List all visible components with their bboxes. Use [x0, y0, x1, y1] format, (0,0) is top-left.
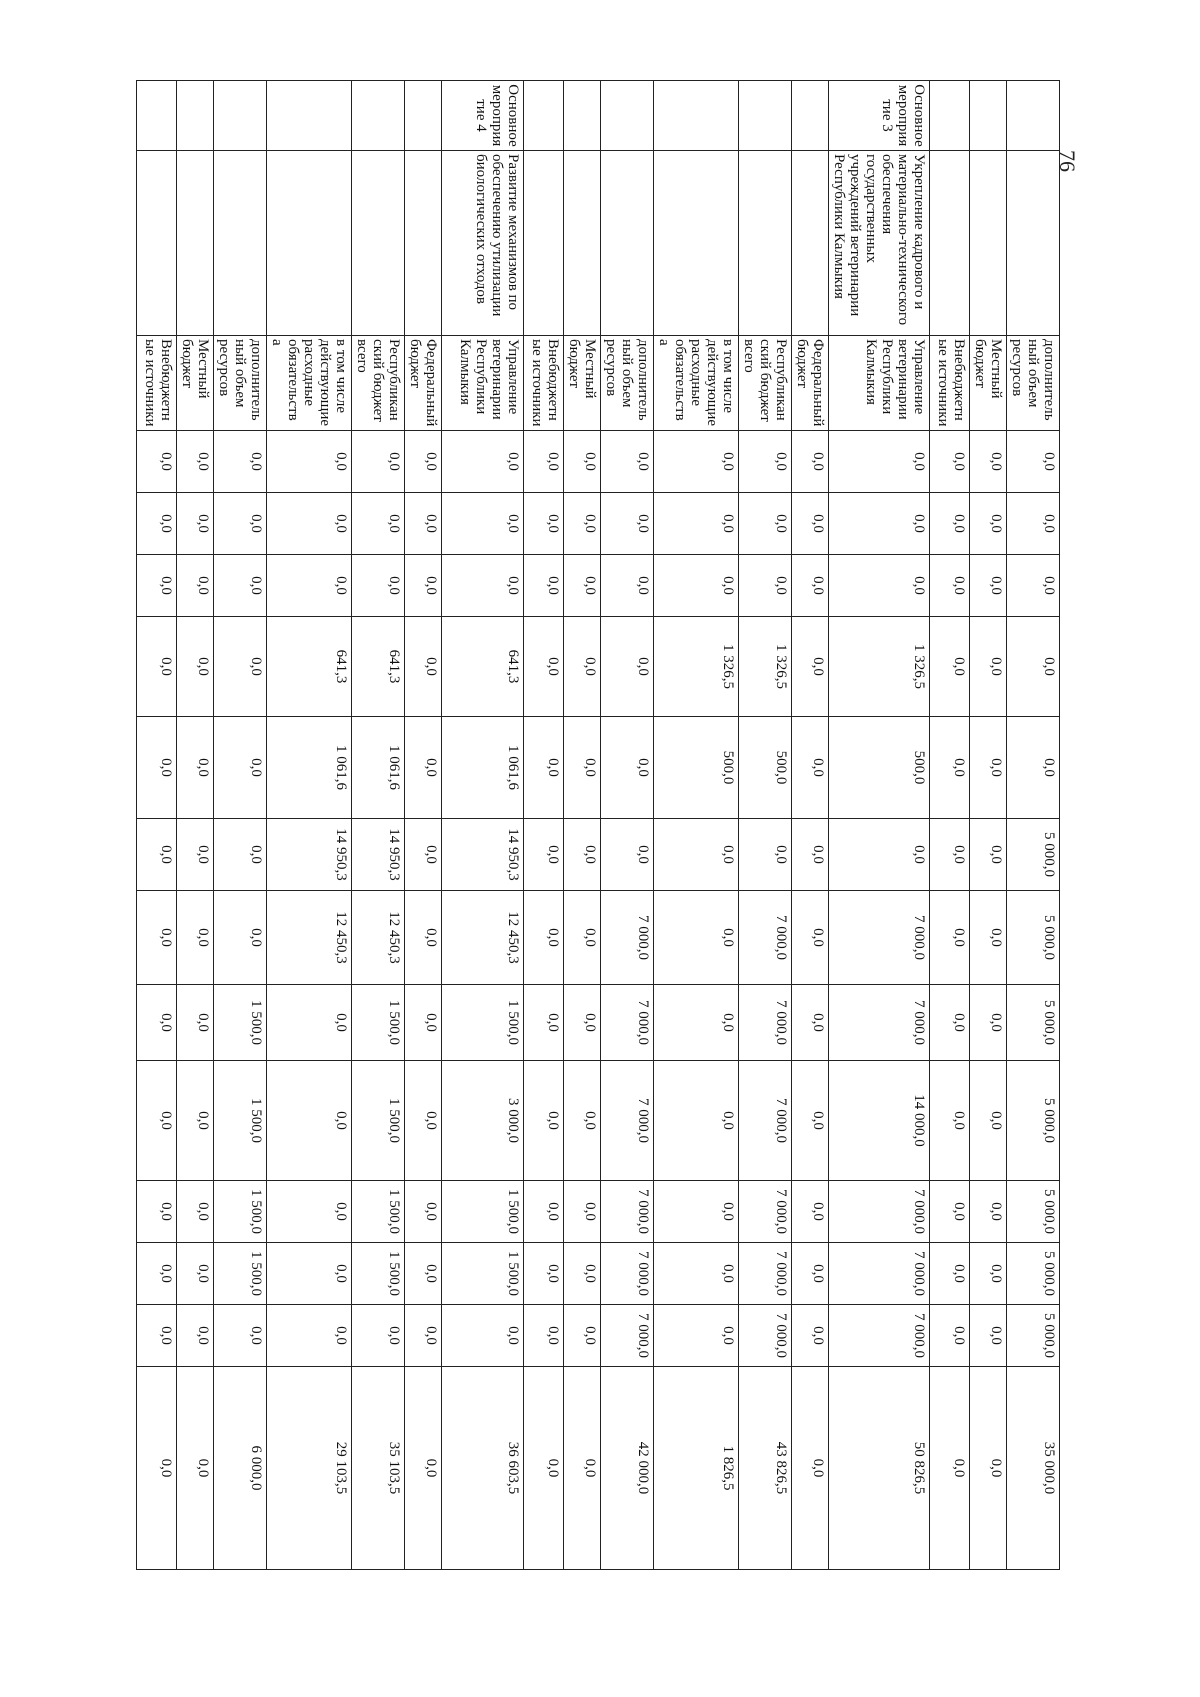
activity-number-cell [352, 81, 405, 151]
amount-cell: 0,0 [177, 1061, 214, 1181]
amount-cell: 0,0 [930, 1367, 970, 1570]
funding-source-cell: дополнительный объем ресурсов [1007, 336, 1060, 431]
amount-cell: 0,0 [792, 431, 829, 493]
activity-name-cell [267, 151, 352, 336]
financing-table [136, 80, 1060, 1570]
amount-cell: 0,0 [267, 1243, 352, 1305]
activity-name-cell: Укрепление кадрового и материально-технического обеспечения государственных учреждений ветеринарии Республики Калмыкия [829, 151, 930, 336]
amount-cell: 0,0 [970, 717, 1007, 819]
amount-cell: 0,0 [214, 891, 267, 985]
amount-cell: 1 500,0 [352, 1243, 405, 1305]
amount-cell: 0,0 [792, 985, 829, 1061]
amount-cell: 0,0 [564, 431, 601, 493]
activity-number-cell [970, 81, 1007, 151]
amount-cell: 0,0 [564, 1305, 601, 1367]
amount-cell: 43 826,5 [739, 1367, 792, 1570]
table-row [792, 81, 829, 1570]
table-row [970, 81, 1007, 1570]
amount-cell: 7 000,0 [829, 985, 930, 1061]
amount-cell: 0,0 [829, 493, 930, 555]
amount-cell: 0,0 [792, 1305, 829, 1367]
funding-source-cell: Федеральный бюджет [405, 336, 442, 431]
amount-cell: 7 000,0 [829, 1305, 930, 1367]
amount-cell: 0,0 [930, 819, 970, 891]
activity-number-cell [177, 81, 214, 151]
amount-cell: 0,0 [177, 1181, 214, 1243]
amount-cell: 0,0 [524, 717, 564, 819]
amount-cell: 0,0 [739, 493, 792, 555]
amount-cell: 0,0 [524, 1367, 564, 1570]
amount-cell: 0,0 [177, 891, 214, 985]
amount-cell: 0,0 [405, 431, 442, 493]
amount-cell: 0,0 [970, 617, 1007, 717]
amount-cell: 1 326,5 [654, 617, 739, 717]
amount-cell: 0,0 [137, 1243, 177, 1305]
activity-name-cell [970, 151, 1007, 336]
amount-cell: 7 000,0 [739, 1243, 792, 1305]
amount-cell: 1 500,0 [214, 1243, 267, 1305]
amount-cell: 0,0 [654, 819, 739, 891]
table-row [564, 81, 601, 1570]
amount-cell: 0,0 [405, 1243, 442, 1305]
activity-name-cell [564, 151, 601, 336]
activity-number-cell [601, 81, 654, 151]
amount-cell: 29 103,5 [267, 1367, 352, 1570]
amount-cell: 0,0 [137, 1061, 177, 1181]
amount-cell: 1 826,5 [654, 1367, 739, 1570]
funding-source-cell: Республиканский бюджет всего [352, 336, 405, 431]
amount-cell: 36 603,5 [442, 1367, 524, 1570]
table-row [267, 81, 352, 1570]
funding-source-cell: в том числе действующие расходные обязательства [267, 336, 352, 431]
amount-cell: 7 000,0 [601, 1243, 654, 1305]
amount-cell: 0,0 [930, 891, 970, 985]
amount-cell: 0,0 [137, 1181, 177, 1243]
page-number: 76 [1055, 150, 1080, 172]
amount-cell: 0,0 [970, 985, 1007, 1061]
amount-cell: 0,0 [214, 493, 267, 555]
activity-number-cell [564, 81, 601, 151]
amount-cell: 14 950,3 [352, 819, 405, 891]
activity-name-cell [214, 151, 267, 336]
table-row [177, 81, 214, 1570]
amount-cell: 0,0 [970, 1061, 1007, 1181]
funding-source-cell: Внебюджетные источники [930, 336, 970, 431]
activity-name-cell [654, 151, 739, 336]
amount-cell: 0,0 [970, 1305, 1007, 1367]
amount-cell: 641,3 [442, 617, 524, 717]
amount-cell: 0,0 [405, 617, 442, 717]
amount-cell: 0,0 [267, 431, 352, 493]
amount-cell: 500,0 [829, 717, 930, 819]
amount-cell: 0,0 [214, 555, 267, 617]
amount-cell: 0,0 [970, 1243, 1007, 1305]
amount-cell: 0,0 [970, 891, 1007, 985]
amount-cell: 7 000,0 [601, 891, 654, 985]
amount-cell: 0,0 [564, 891, 601, 985]
amount-cell: 0,0 [601, 617, 654, 717]
amount-cell: 7 000,0 [739, 1181, 792, 1243]
amount-cell: 0,0 [405, 717, 442, 819]
funding-source-cell: Федеральный бюджет [792, 336, 829, 431]
table-row [352, 81, 405, 1570]
activity-number-cell [267, 81, 352, 151]
amount-cell: 0,0 [601, 431, 654, 493]
activity-number-cell [137, 81, 177, 151]
amount-cell: 14 950,3 [267, 819, 352, 891]
amount-cell: 0,0 [177, 493, 214, 555]
amount-cell: 7 000,0 [739, 891, 792, 985]
activity-number-cell [405, 81, 442, 151]
amount-cell: 0,0 [524, 891, 564, 985]
amount-cell: 0,0 [930, 1181, 970, 1243]
amount-cell: 5 000,0 [1007, 1181, 1060, 1243]
amount-cell: 0,0 [177, 1243, 214, 1305]
amount-cell: 0,0 [792, 1367, 829, 1570]
amount-cell: 0,0 [654, 985, 739, 1061]
amount-cell: 0,0 [177, 1367, 214, 1570]
amount-cell: 0,0 [792, 891, 829, 985]
amount-cell: 12 450,3 [267, 891, 352, 985]
amount-cell: 0,0 [524, 819, 564, 891]
amount-cell: 0,0 [970, 431, 1007, 493]
activity-name-cell [352, 151, 405, 336]
amount-cell: 0,0 [405, 985, 442, 1061]
table-row [654, 81, 739, 1570]
amount-cell: 0,0 [564, 617, 601, 717]
amount-cell: 0,0 [601, 717, 654, 819]
amount-cell: 35 103,5 [352, 1367, 405, 1570]
amount-cell: 0,0 [792, 1181, 829, 1243]
amount-cell: 0,0 [524, 493, 564, 555]
amount-cell: 0,0 [564, 1061, 601, 1181]
amount-cell: 0,0 [1007, 717, 1060, 819]
amount-cell: 500,0 [654, 717, 739, 819]
activity-number-cell [524, 81, 564, 151]
activity-number-cell [1007, 81, 1060, 151]
amount-cell: 1 061,6 [267, 717, 352, 819]
amount-cell: 1 500,0 [442, 1243, 524, 1305]
amount-cell: 0,0 [654, 1061, 739, 1181]
amount-cell: 0,0 [792, 717, 829, 819]
amount-cell: 0,0 [137, 819, 177, 891]
amount-cell: 0,0 [267, 985, 352, 1061]
table-row [601, 81, 654, 1570]
amount-cell: 0,0 [352, 555, 405, 617]
amount-cell: 0,0 [352, 1305, 405, 1367]
activity-number-cell [739, 81, 792, 151]
amount-cell: 0,0 [524, 617, 564, 717]
amount-cell: 0,0 [177, 617, 214, 717]
amount-cell: 0,0 [137, 555, 177, 617]
amount-cell: 0,0 [739, 819, 792, 891]
amount-cell: 0,0 [1007, 617, 1060, 717]
amount-cell: 7 000,0 [829, 891, 930, 985]
activity-name-cell [137, 151, 177, 336]
activity-name-cell [792, 151, 829, 336]
amount-cell: 0,0 [267, 493, 352, 555]
funding-source-cell: Внебюджетные источники [137, 336, 177, 431]
amount-cell: 500,0 [739, 717, 792, 819]
amount-cell: 0,0 [524, 1243, 564, 1305]
table-row [442, 81, 524, 1570]
amount-cell: 0,0 [930, 1305, 970, 1367]
amount-cell: 0,0 [970, 555, 1007, 617]
amount-cell: 0,0 [792, 555, 829, 617]
amount-cell: 5 000,0 [1007, 819, 1060, 891]
amount-cell: 0,0 [564, 1367, 601, 1570]
amount-cell: 1 326,5 [739, 617, 792, 717]
amount-cell: 5 000,0 [1007, 985, 1060, 1061]
amount-cell: 3 000,0 [442, 1061, 524, 1181]
amount-cell: 0,0 [352, 493, 405, 555]
amount-cell: 7 000,0 [601, 1061, 654, 1181]
amount-cell: 0,0 [442, 1305, 524, 1367]
amount-cell: 0,0 [524, 431, 564, 493]
amount-cell: 0,0 [654, 493, 739, 555]
amount-cell: 0,0 [137, 1367, 177, 1570]
amount-cell: 0,0 [177, 555, 214, 617]
amount-cell: 6 000,0 [214, 1367, 267, 1570]
amount-cell: 0,0 [654, 1243, 739, 1305]
activity-name-cell [405, 151, 442, 336]
amount-cell: 0,0 [524, 555, 564, 617]
amount-cell: 0,0 [177, 1305, 214, 1367]
amount-cell: 0,0 [792, 493, 829, 555]
amount-cell: 1 500,0 [214, 1181, 267, 1243]
amount-cell: 1 500,0 [214, 1061, 267, 1181]
amount-cell: 7 000,0 [739, 1061, 792, 1181]
amount-cell: 0,0 [792, 617, 829, 717]
amount-cell: 0,0 [1007, 493, 1060, 555]
amount-cell: 0,0 [267, 1181, 352, 1243]
funding-source-cell: Управление ветеринарии Республики Калмыкия [829, 336, 930, 431]
amount-cell: 0,0 [405, 493, 442, 555]
amount-cell: 0,0 [654, 431, 739, 493]
table-body [137, 81, 1060, 1570]
amount-cell: 0,0 [524, 1181, 564, 1243]
amount-cell: 0,0 [930, 493, 970, 555]
amount-cell: 0,0 [601, 819, 654, 891]
amount-cell: 0,0 [214, 617, 267, 717]
amount-cell: 0,0 [177, 985, 214, 1061]
amount-cell: 35 000,0 [1007, 1367, 1060, 1570]
amount-cell: 42 000,0 [601, 1367, 654, 1570]
funding-source-cell: Местный бюджет [177, 336, 214, 431]
amount-cell: 7 000,0 [601, 1305, 654, 1367]
amount-cell: 0,0 [930, 1243, 970, 1305]
amount-cell: 0,0 [930, 555, 970, 617]
amount-cell: 12 450,3 [352, 891, 405, 985]
amount-cell: 0,0 [564, 493, 601, 555]
amount-cell: 0,0 [137, 1305, 177, 1367]
amount-cell: 0,0 [930, 431, 970, 493]
funding-source-cell: дополнительный объем ресурсов [214, 336, 267, 431]
amount-cell: 0,0 [405, 1367, 442, 1570]
amount-cell: 0,0 [177, 717, 214, 819]
activity-name-cell [177, 151, 214, 336]
amount-cell: 0,0 [564, 1181, 601, 1243]
funding-source-cell: Местный бюджет [564, 336, 601, 431]
amount-cell: 0,0 [930, 717, 970, 819]
amount-cell: 0,0 [930, 1061, 970, 1181]
table-row [214, 81, 267, 1570]
amount-cell: 0,0 [654, 555, 739, 617]
amount-cell: 0,0 [267, 555, 352, 617]
activity-name-cell [1007, 151, 1060, 336]
table-row [405, 81, 442, 1570]
table-row [829, 81, 930, 1570]
amount-cell: 0,0 [792, 1061, 829, 1181]
amount-cell: 7 000,0 [829, 1181, 930, 1243]
amount-cell: 0,0 [524, 1061, 564, 1181]
activity-name-cell [601, 151, 654, 336]
funding-source-cell: Внебюджетные источники [524, 336, 564, 431]
amount-cell: 0,0 [601, 493, 654, 555]
amount-cell: 5 000,0 [1007, 1305, 1060, 1367]
amount-cell: 1 500,0 [214, 985, 267, 1061]
amount-cell: 0,0 [524, 985, 564, 1061]
amount-cell: 0,0 [214, 1305, 267, 1367]
amount-cell: 5 000,0 [1007, 1243, 1060, 1305]
amount-cell: 0,0 [829, 431, 930, 493]
amount-cell: 0,0 [137, 493, 177, 555]
amount-cell: 0,0 [970, 493, 1007, 555]
amount-cell: 0,0 [654, 1305, 739, 1367]
activity-name-cell [930, 151, 970, 336]
rotated-content [136, 80, 1060, 1570]
amount-cell: 1 500,0 [352, 1181, 405, 1243]
table-row [137, 81, 177, 1570]
amount-cell: 0,0 [524, 1305, 564, 1367]
amount-cell: 641,3 [267, 617, 352, 717]
amount-cell: 0,0 [214, 819, 267, 891]
amount-cell: 1 061,6 [352, 717, 405, 819]
table-row [1007, 81, 1060, 1570]
activity-number-cell: Основное мероприятие 3 [829, 81, 930, 151]
table-row [930, 81, 970, 1570]
amount-cell: 0,0 [214, 717, 267, 819]
amount-cell: 0,0 [442, 555, 524, 617]
amount-cell: 0,0 [442, 493, 524, 555]
activity-number-cell [654, 81, 739, 151]
activity-name-cell [524, 151, 564, 336]
amount-cell: 0,0 [829, 555, 930, 617]
amount-cell: 0,0 [177, 819, 214, 891]
funding-source-cell: Управление ветеринарии Республики Калмыкия [442, 336, 524, 431]
activity-number-cell [792, 81, 829, 151]
amount-cell: 0,0 [970, 819, 1007, 891]
amount-cell: 0,0 [564, 819, 601, 891]
amount-cell: 50 826,5 [829, 1367, 930, 1570]
amount-cell: 7 000,0 [601, 985, 654, 1061]
amount-cell: 7 000,0 [829, 1243, 930, 1305]
amount-cell: 641,3 [352, 617, 405, 717]
table-row [524, 81, 564, 1570]
amount-cell: 1 500,0 [352, 985, 405, 1061]
amount-cell: 0,0 [214, 431, 267, 493]
amount-cell: 0,0 [792, 1243, 829, 1305]
funding-source-cell: в том числе действующие расходные обязательства [654, 336, 739, 431]
amount-cell: 0,0 [177, 431, 214, 493]
amount-cell: 0,0 [601, 555, 654, 617]
amount-cell: 0,0 [1007, 555, 1060, 617]
amount-cell: 0,0 [267, 1305, 352, 1367]
amount-cell: 0,0 [405, 1061, 442, 1181]
amount-cell: 0,0 [405, 891, 442, 985]
amount-cell: 0,0 [405, 1181, 442, 1243]
amount-cell: 0,0 [739, 431, 792, 493]
amount-cell: 0,0 [564, 1243, 601, 1305]
funding-source-cell: Республиканский бюджет всего [739, 336, 792, 431]
activity-number-cell [214, 81, 267, 151]
amount-cell: 1 500,0 [442, 1181, 524, 1243]
amount-cell: 0,0 [564, 717, 601, 819]
amount-cell: 0,0 [829, 819, 930, 891]
amount-cell: 0,0 [970, 1367, 1007, 1570]
amount-cell: 0,0 [792, 819, 829, 891]
amount-cell: 5 000,0 [1007, 891, 1060, 985]
amount-cell: 0,0 [137, 985, 177, 1061]
activity-name-cell: Развитие механизмов по обеспечению утилизации биологических отходов [442, 151, 524, 336]
amount-cell: 1 326,5 [829, 617, 930, 717]
amount-cell: 1 500,0 [442, 985, 524, 1061]
amount-cell: 0,0 [654, 1181, 739, 1243]
activity-name-cell [739, 151, 792, 336]
amount-cell: 0,0 [352, 431, 405, 493]
amount-cell: 0,0 [405, 819, 442, 891]
amount-cell: 14 000,0 [829, 1061, 930, 1181]
amount-cell: 5 000,0 [1007, 1061, 1060, 1181]
amount-cell: 0,0 [930, 985, 970, 1061]
amount-cell: 7 000,0 [601, 1181, 654, 1243]
amount-cell: 7 000,0 [739, 985, 792, 1061]
amount-cell: 0,0 [267, 1061, 352, 1181]
table-row [739, 81, 792, 1570]
amount-cell: 0,0 [564, 555, 601, 617]
amount-cell: 1 061,6 [442, 717, 524, 819]
amount-cell: 0,0 [654, 891, 739, 985]
activity-number-cell [930, 81, 970, 151]
amount-cell: 0,0 [1007, 431, 1060, 493]
amount-cell: 1 500,0 [352, 1061, 405, 1181]
amount-cell: 7 000,0 [739, 1305, 792, 1367]
amount-cell: 0,0 [405, 555, 442, 617]
funding-source-cell: дополнительный объем ресурсов [601, 336, 654, 431]
amount-cell: 0,0 [405, 1305, 442, 1367]
amount-cell: 0,0 [442, 431, 524, 493]
amount-cell: 14 950,3 [442, 819, 524, 891]
amount-cell: 0,0 [564, 985, 601, 1061]
activity-number-cell: Основное мероприятие 4 [442, 81, 524, 151]
amount-cell: 12 450,3 [442, 891, 524, 985]
amount-cell: 0,0 [739, 555, 792, 617]
amount-cell: 0,0 [137, 717, 177, 819]
funding-source-cell: Местный бюджет [970, 336, 1007, 431]
amount-cell: 0,0 [930, 617, 970, 717]
amount-cell: 0,0 [137, 617, 177, 717]
amount-cell: 0,0 [970, 1181, 1007, 1243]
amount-cell: 0,0 [137, 431, 177, 493]
amount-cell: 0,0 [137, 891, 177, 985]
